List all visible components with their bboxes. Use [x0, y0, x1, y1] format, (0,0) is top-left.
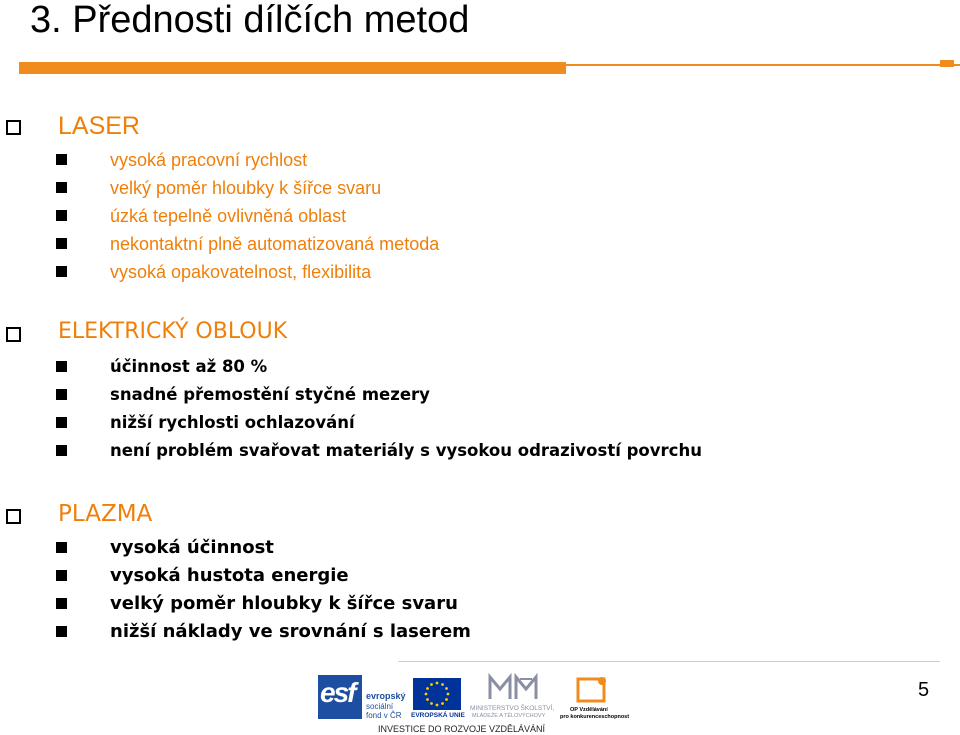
square-bullet-icon [56, 154, 67, 165]
esf-text-3: fond v ČR [366, 711, 402, 720]
esf-text-2: sociální [366, 702, 394, 711]
square-bullet-icon [56, 210, 67, 221]
square-bullet-icon [56, 626, 67, 637]
esf-mark-icon: esf [318, 675, 362, 719]
square-bullet-icon [56, 238, 67, 249]
op-text-1: OP Vzdělávání [570, 707, 608, 713]
footer-divider [398, 661, 940, 662]
esf-text-1: evropský [366, 691, 406, 701]
square-bullet-icon [56, 417, 67, 428]
hollow-square-bullet-icon [6, 327, 21, 342]
title-underline-thin [566, 64, 960, 66]
square-bullet-icon [56, 598, 67, 609]
section-heading: LASER [58, 112, 140, 140]
op-text-2: pro konkurenceschopnost [560, 714, 630, 720]
eu-logo [411, 678, 467, 722]
square-bullet-icon [56, 570, 67, 581]
hollow-square-bullet-icon [6, 120, 21, 135]
eu-flag-icon [413, 678, 461, 710]
page-number: 5 [918, 679, 930, 701]
footer-tagline: INVESTICE DO ROZVOJE VZDĚLÁVÁNÍ [378, 724, 546, 734]
eu-text: EVROPSKÁ UNIE [411, 712, 465, 719]
msmt-text-2: MLÁDEŽE A TĚLOVÝCHOVY [472, 713, 546, 719]
section-heading: ELEKTRICKÝ OBLOUK [58, 319, 288, 344]
op-mark-icon [572, 675, 612, 705]
square-bullet-icon [56, 361, 67, 372]
square-bullet-icon [56, 389, 67, 400]
msmt-text-1: MINISTERSTVO ŠKOLSTVÍ, [470, 705, 555, 712]
square-bullet-icon [56, 542, 67, 553]
title-underline-end [940, 60, 954, 67]
square-bullet-icon [56, 182, 67, 193]
msmt-mark-icon [484, 673, 544, 703]
op-logo [560, 675, 630, 721]
title-underline-thick [19, 62, 566, 74]
hollow-square-bullet-icon [6, 509, 21, 524]
section-heading: PLAZMA [58, 501, 153, 527]
msmt-logo [470, 673, 558, 721]
slide-title: 3. Přednosti dílčích metod [30, 0, 470, 41]
esf-logo [318, 675, 408, 721]
square-bullet-icon [56, 445, 67, 456]
square-bullet-icon [56, 266, 67, 277]
